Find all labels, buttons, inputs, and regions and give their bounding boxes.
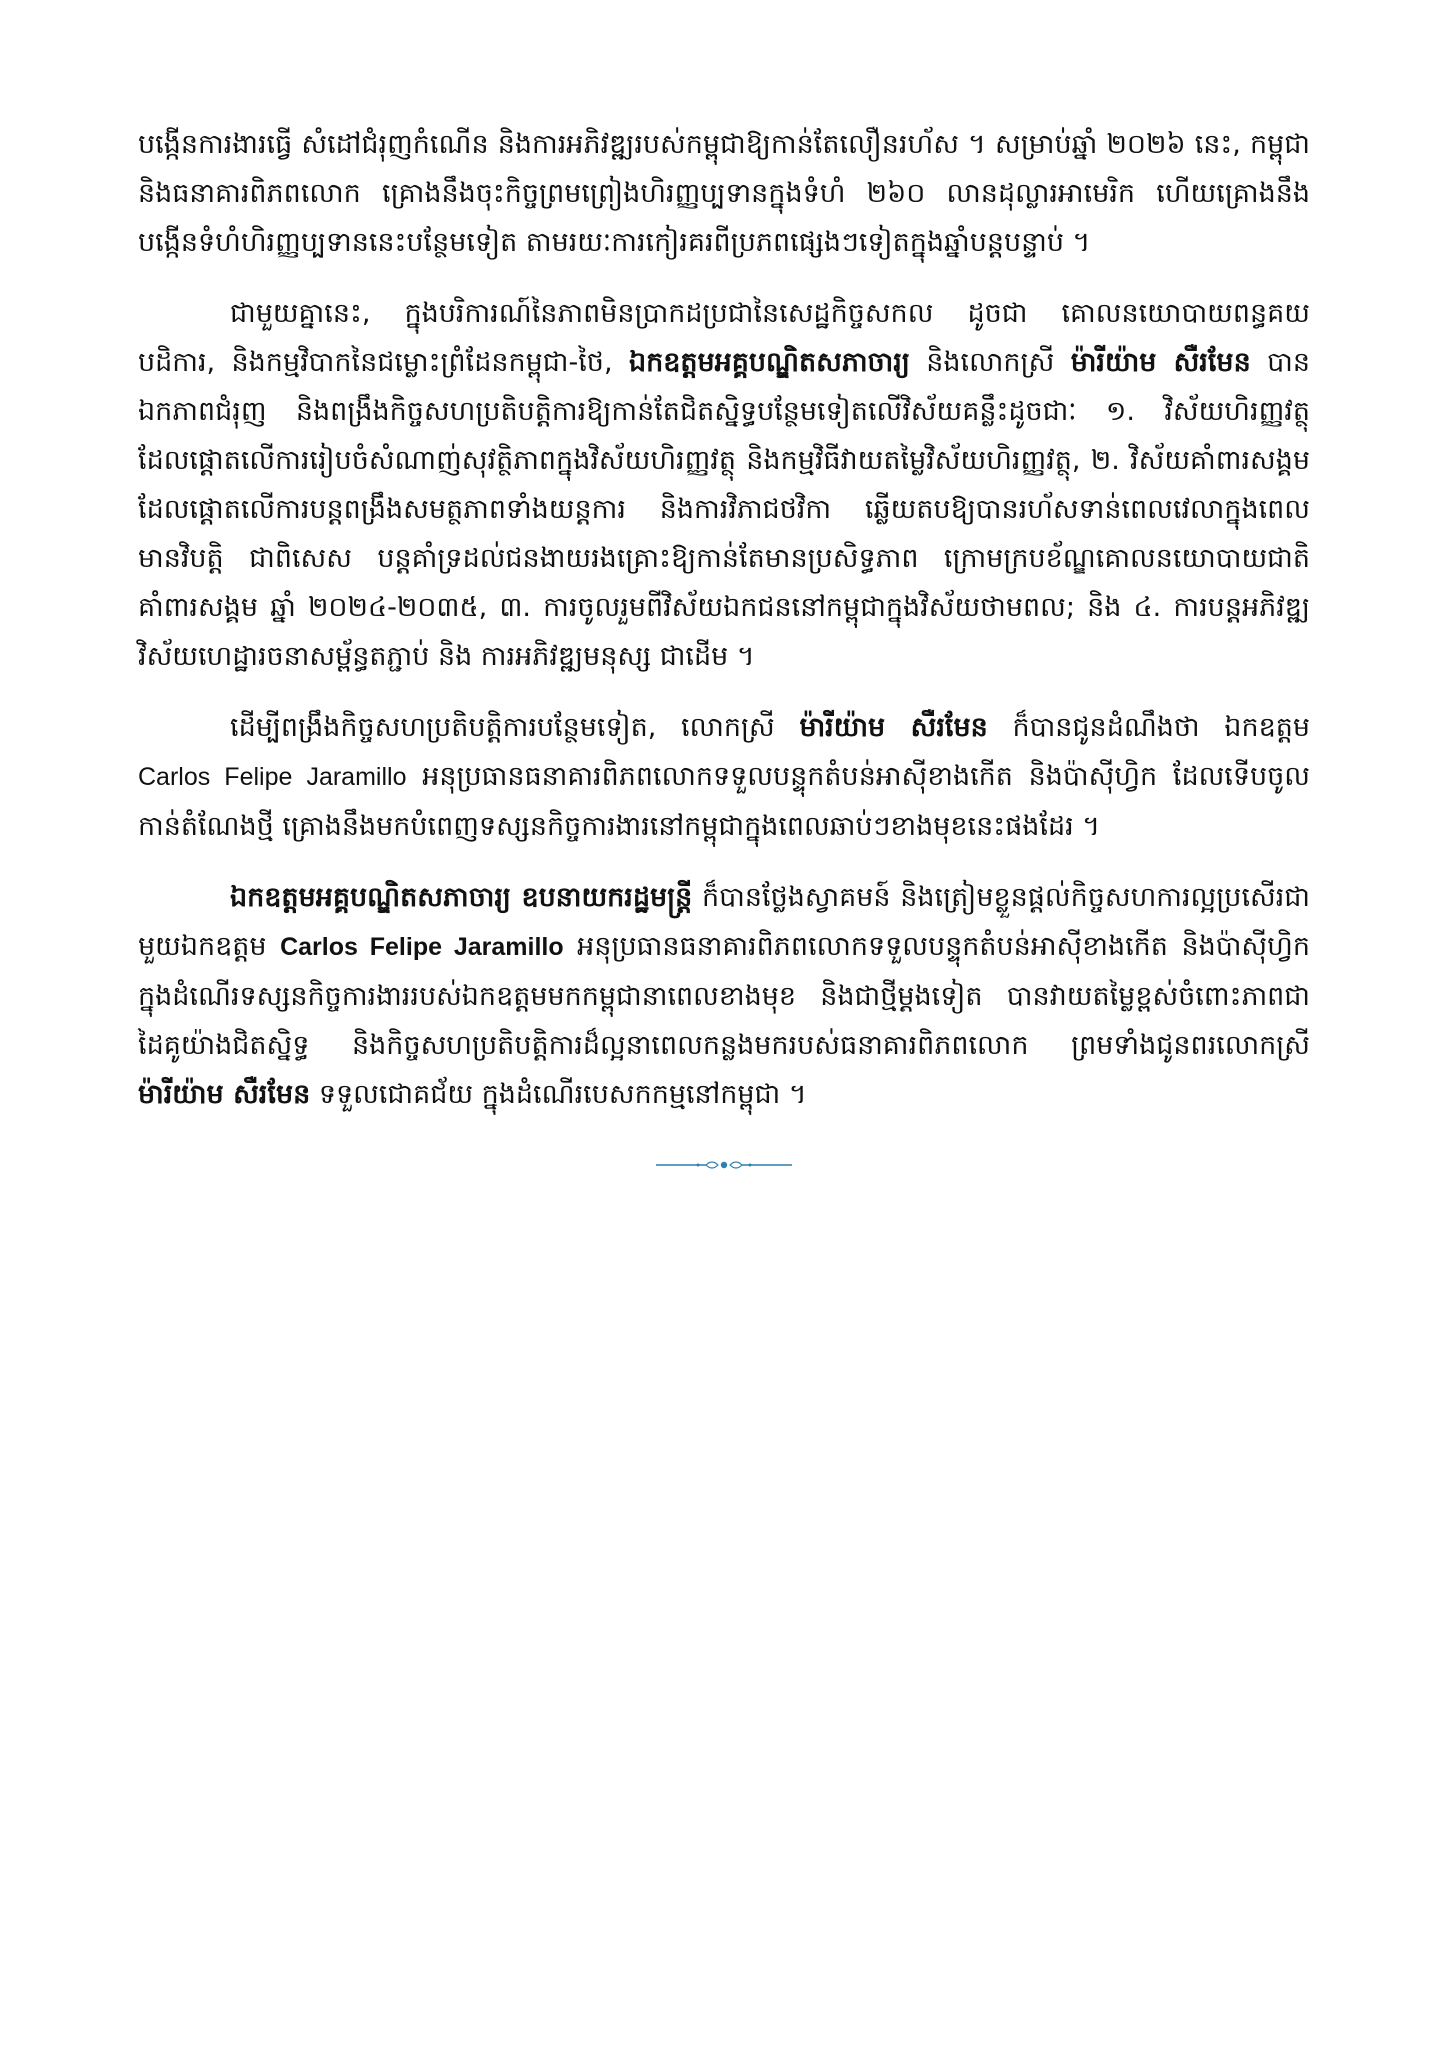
divider-dot-right xyxy=(749,1164,752,1167)
paragraph-3-text-b: ក៏បានជូនដំណឹងថា ឯកឧត្តម xyxy=(1012,712,1311,743)
dignitary-title: ឯកឧត្តមអគ្គបណ្ឌិតសភាចារ្យ ឧបនាយករដ្ឋមន្ត្រី xyxy=(230,882,693,913)
paragraph-4-text-c: ទទួលជោគជ័យ ក្នុងដំណើរបេសកកម្មនៅកម្ពុជា ។ xyxy=(318,1079,807,1110)
paragraph-2-text-c: បានឯកភាពជំរុញ និងពង្រឹងកិច្ចសហប្រតិបត្តិការឱ្យកាន់តែជិតស្និទ្ធបន្ថែមទៀតលើវិស័យគន្លឹះដូចជាៈ ១. វិស័យហិរញ្ញវត្ថុ ដែលផ្តោតលើការរៀបចំសំណាញ់សុវត្ថិភាពក្នុងវិស័យហិរញ្ញវត្ថុ និងកម្មវិធីវាយតម្លៃវិស័យហិរញ្ញវត្ថុ, ២. វិស័យគាំពារសង្គម ដែលផ្តោតលើការបន្តពង្រឹងសមត្ថភាពទាំងយន្តការ និងការវិភាជថវិកា ឆ្លើយតបឱ្យបានរហ័សទាន់ពេលវេលាក្នុងពេលមានវិបត្តិ ជាពិសេស បន្តគាំទ្រដល់ជនងាយរងគ្រោះឱ្យកាន់តែមានប្រសិទ្ធភាព ក្រោមក្របខ័ណ្ឌគោលនយោបាយជាតិគាំពារសង្គម ឆ្នាំ ២០២៤-២០៣៥, ៣. ការចូលរួមពីវិស័យឯកជននៅកម្ពុជាក្នុងវិស័យថាមពល; និង ៤. ការបន្តអភិវឌ្ឍវិស័យហេដ្ឋារចនាសម្ព័ន្ធតភ្ជាប់ និង ការអភិវឌ្ឍមនុស្ស ជាដើម ។ xyxy=(138,347,1310,672)
paragraph-4-text-a: ក៏បានថ្លែងស្វាគមន៍ និងត្រៀមខ្លួនផ្តល់កិច្ចសហការល្អប្រសើរជាមួយឯកឧត្តម xyxy=(138,882,1310,962)
person-name: ម៉ារីយ៉ាម សឺរមែន xyxy=(138,1079,311,1110)
paragraph-1 xyxy=(138,120,1310,267)
paragraph-2 xyxy=(138,289,1310,681)
divider-dot-left xyxy=(697,1164,700,1167)
person-name: ម៉ារីយ៉ាម សឺរមែន xyxy=(799,712,988,743)
dignitary-title: ឯកឧត្តមអគ្គបណ្ឌិតសភាចារ្យ xyxy=(628,347,910,378)
paragraph-1-text: បង្កើនការងារធ្វើ សំដៅជំរុញកំណើន និងការអភិវឌ្ឍរបស់កម្ពុជាឱ្យកាន់តែលឿនរហ័ស ។ សម្រាប់ឆ្នាំ ២០២៦ នេះ, កម្ពុជា និងធនាគារពិភពលោក គ្រោងនឹងចុះកិច្ចព្រមព្រៀងហិរញ្ញប្បទានក្នុងទំហំ ២៦០ លានដុល្លារអាមេរិក ហើយគ្រោងនឹងបង្កើនទំហំហិរញ្ញប្បទាននេះបន្ថែមទៀត តាមរយៈការកៀរគរពីប្រភពផ្សេងៗទៀតក្នុងឆ្នាំបន្តបន្ទាប់ ។ xyxy=(138,129,1310,258)
latin-person-name: Carlos Felipe Jaramillo xyxy=(138,763,407,791)
paragraph-4 xyxy=(138,873,1310,1119)
ornamental-divider-icon xyxy=(654,1155,794,1175)
divider-center-dot xyxy=(721,1162,727,1168)
paragraph-2-text-b: និងលោកស្រី xyxy=(926,347,1055,378)
latin-person-name: Carlos Felipe Jaramillo xyxy=(280,933,564,961)
paragraph-3-text-c: អនុប្រធានធនាគារពិភពលោកទទួលបន្ទុកតំបន់អាស៊ីខាងកើត និងប៉ាស៊ីហ្វិក ដែលទើបចូលកាន់តំណែងថ្មី គ្រោងនឹងមកបំពេញទស្សនកិច្ចការងារនៅកម្ពុជាក្នុងពេលឆាប់ៗខាងមុខនេះផងដែរ ។ xyxy=(138,761,1310,842)
document-body xyxy=(138,120,1310,1141)
paragraph-4-text-b: អនុប្រធានធនាគារពិភពលោកទទួលបន្ទុកតំបន់អាស៊ីខាងកើត និងប៉ាស៊ីហ្វិក ក្នុងដំណើរទស្សនកិច្ចការងាររបស់ឯកឧត្តមមកកម្ពុជានាពេលខាងមុខ និងជាថ្មីម្តងទៀត បានវាយតម្លៃខ្ពស់ចំពោះភាពជាដៃគូយ៉ាងជិតស្និទ្ធ និងកិច្ចសហប្រតិបត្តិការដ៏ល្អនាពេលកន្លងមករបស់ធនាគារពិភពលោក ព្រមទាំងជូនពរលោកស្រី xyxy=(138,931,1310,1061)
paragraph-3 xyxy=(138,703,1310,851)
paragraph-3-text-a: ដើម្បីពង្រឹងកិច្ចសហប្រតិបត្តិការបន្ថែមទៀត, លោកស្រី xyxy=(230,712,775,743)
person-name: ម៉ារីយ៉ាម សឺរមែន xyxy=(1070,347,1251,378)
paragraph-2-text-a: ជាមួយគ្នានេះ, ក្នុងបរិការណ៍នៃភាពមិនប្រាកដប្រជានៃសេដ្ឋកិច្ចសកល ដូចជា គោលនយោបាយពន្ធគយបដិការ, និងកម្មវិបាកនៃជម្លោះព្រំដែនកម្ពុជា-ថៃ, xyxy=(138,298,1310,378)
